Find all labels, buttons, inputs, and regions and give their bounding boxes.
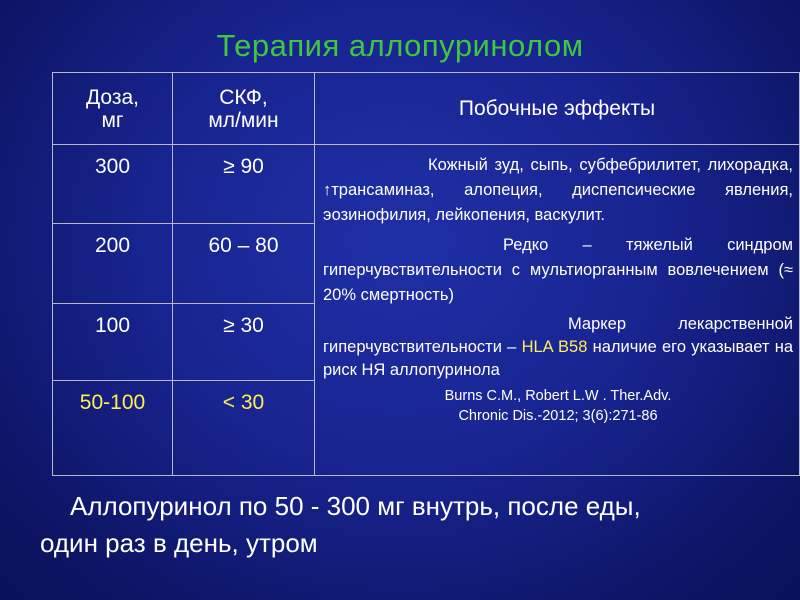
- marker-text-after: наличие его указывает на риск НЯ аллопуринола: [323, 338, 793, 379]
- gfr-cell: ≥ 90: [173, 145, 315, 224]
- effects-paragraph-marker: [323, 313, 793, 382]
- dose-cell: 300: [53, 145, 173, 224]
- header-gfr: [173, 73, 315, 145]
- header-gfr-line1: СКФ,: [219, 85, 268, 109]
- header-effects: Побочные эффекты: [315, 73, 800, 145]
- dose-cell: 200: [53, 224, 173, 304]
- gfr-cell: < 30: [173, 381, 315, 476]
- dose-cell: 50-100: [53, 381, 173, 476]
- header-gfr-line2: мл/мин: [208, 108, 279, 132]
- header-dose-line2: мг: [101, 108, 124, 132]
- dosage-instructions: [40, 488, 770, 562]
- side-effects-cell: [315, 145, 800, 476]
- dosage-table: [52, 72, 800, 476]
- effects-paragraph-rare: Редко – тяжелый синдром гиперчувствительности с мультиорганным вовлечением (≈ 20% смертность): [323, 236, 793, 304]
- header-dose: [53, 73, 173, 145]
- reference-citation: [323, 386, 793, 426]
- dose-cell: 100: [53, 304, 173, 381]
- hla-marker: HLA B58: [521, 338, 588, 356]
- effects-paragraph-common: Кожный зуд, сыпь, субфебрилитет, лихорадка, ↑трансаминаз, алопеция, диспепсические явления, эозинофилия, лейкопения, васкулит.: [323, 156, 793, 224]
- table-header-row: [53, 73, 800, 145]
- reference-line2: Chronic Dis.-2012; 3(6):271-86: [458, 408, 658, 424]
- marker-text-before: Маркер лекарственной гиперчувствительности –: [323, 315, 793, 356]
- reference-line1: Burns C.M., Robert L.W . Ther.Adv.: [444, 388, 672, 404]
- instructions-line2: один раз в день, утром: [40, 528, 318, 558]
- slide-title: Терапия аллопуринолом: [216, 28, 584, 63]
- instructions-line1: Аллопуринол по 50 - 300 мг внутрь, после еды,: [70, 491, 641, 521]
- gfr-cell: 60 – 80: [173, 224, 315, 304]
- gfr-cell: ≥ 30: [173, 304, 315, 381]
- table-row: [53, 145, 800, 224]
- header-dose-line1: Доза,: [85, 85, 140, 109]
